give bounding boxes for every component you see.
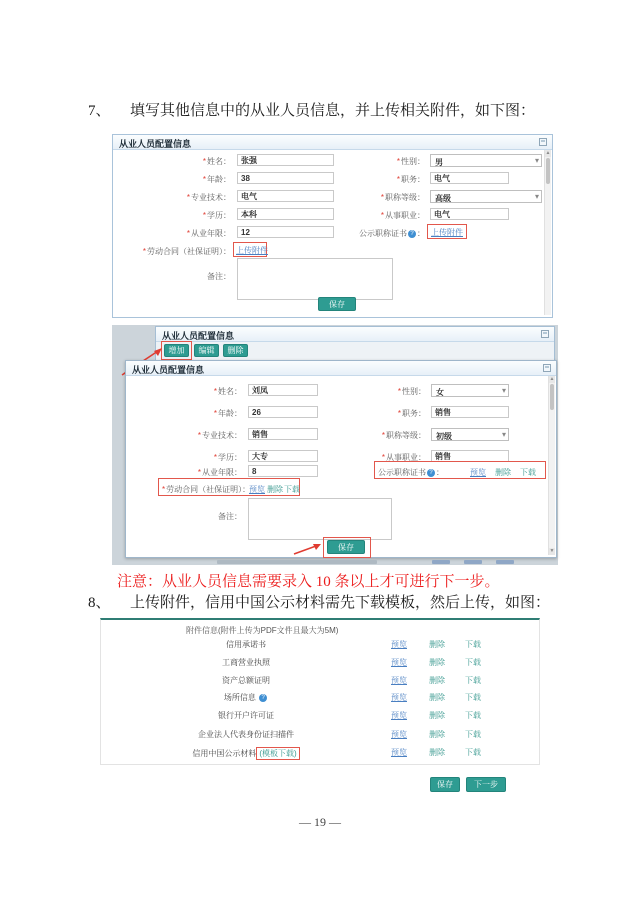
obscured-link [432, 560, 450, 564]
item8-text: 上传附件，信用中国公示材料需先下载模板，然后上传，如图： [130, 595, 551, 611]
attachment-label: 企业法人代表身份证扫描件 [198, 730, 294, 739]
download-link[interactable]: 下载 [465, 658, 481, 667]
obscured-table-row [217, 560, 377, 564]
panel-title: 从业人员配置信息 [162, 331, 235, 341]
scroll-thumb[interactable] [550, 384, 554, 410]
collapse-icon[interactable] [541, 330, 549, 338]
employee-modal [125, 360, 557, 558]
preview-link[interactable]: 预览 [391, 711, 407, 720]
download-link[interactable]: 下载 [465, 748, 481, 757]
title-level-label: *职称等级： [380, 193, 425, 202]
preview-link[interactable]: 预览 [391, 676, 407, 685]
delete-link[interactable]: 删除 [429, 748, 445, 757]
education-label: *学历： [213, 453, 242, 462]
remark-textarea[interactable] [237, 258, 393, 300]
contract-label: *劳动合同（社保证明）： [142, 247, 231, 256]
next-step-button[interactable]: 下一步 [466, 777, 506, 792]
name-label: *姓名： [202, 157, 231, 166]
download-link[interactable]: 下载 [465, 711, 481, 720]
remark-textarea[interactable] [248, 498, 392, 540]
duty-label: *职务： [396, 175, 425, 184]
employee-form-titlebar [113, 135, 552, 150]
download-link[interactable]: 下载 [465, 676, 481, 685]
save-button[interactable]: 保存 [430, 777, 460, 792]
preview-link[interactable]: 预览 [391, 693, 407, 702]
obscured-link [496, 560, 514, 564]
gender-label: *性别： [397, 387, 426, 396]
preview-link[interactable]: 预览 [391, 730, 407, 739]
gender-select[interactable]: 女 ▾ [431, 384, 509, 397]
contract-preview-link[interactable]: 预览 [249, 485, 265, 494]
save-button[interactable]: 保存 [327, 540, 365, 554]
duty-label: *职务： [397, 409, 426, 418]
scroll-thumb[interactable] [546, 158, 550, 184]
item7-number: 7、 [88, 103, 111, 119]
obscured-link [464, 560, 482, 564]
years-label: *从业年限： [197, 468, 242, 477]
download-link[interactable]: 下载 [465, 640, 481, 649]
preview-link[interactable]: 预览 [391, 748, 407, 757]
delete-link[interactable]: 删除 [429, 711, 445, 720]
chevron-down-icon: ▾ [534, 156, 539, 165]
edit-button[interactable]: 编辑 [194, 344, 219, 357]
save-button[interactable]: 保存 [318, 297, 356, 311]
attachments-panel [100, 618, 540, 765]
delete-button[interactable]: 删除 [223, 344, 248, 357]
cert-label: 公示职称证书 ? ： [359, 229, 425, 238]
tech-label: *专业技术： [186, 193, 231, 202]
preview-link[interactable]: 预览 [391, 658, 407, 667]
title-level-select[interactable]: 初级 ▾ [431, 428, 509, 441]
scroll-down-icon[interactable]: ▼ [549, 548, 555, 554]
remark-label: 备注： [207, 272, 231, 281]
attachment-label: 场所信息 ? [146, 692, 346, 703]
download-link[interactable]: 下载 [465, 693, 481, 702]
attachments-header: 附件信息(附件上传为PDF文件且最大为5M) [186, 626, 339, 635]
attachment-label: 银行开户许可证 [218, 711, 274, 720]
red-arrow-icon [292, 539, 324, 557]
cert-label: 公示职称证书 ? ： [378, 468, 444, 477]
chevron-down-icon: ▾ [501, 430, 506, 439]
duty-input[interactable] [430, 172, 509, 184]
modal-title: 从业人员配置信息 [132, 365, 205, 375]
preview-link[interactable]: 预览 [391, 640, 407, 649]
years-label: *从业年限： [186, 229, 231, 238]
download-link[interactable]: 下载 [465, 730, 481, 739]
help-icon[interactable]: ? [408, 230, 416, 238]
contract-upload-link[interactable]: 上传附件 [236, 246, 268, 255]
occupation-input[interactable] [430, 208, 509, 220]
employee-form-panel [112, 134, 553, 318]
attachment-label: 信用中国公示材料 (模板下载) [146, 747, 346, 760]
gender-label: *性别： [396, 157, 425, 166]
page-number: — 19 — [299, 815, 341, 829]
title-level-label: *职称等级： [381, 431, 426, 440]
panel-title: 从业人员配置信息 [119, 139, 192, 149]
delete-link[interactable]: 删除 [429, 658, 445, 667]
cert-download-link[interactable]: 下载 [520, 468, 536, 477]
modal-screenshot [112, 325, 558, 565]
collapse-icon[interactable] [539, 138, 547, 146]
delete-link[interactable]: 删除 [429, 730, 445, 739]
employee-list-titlebar [156, 327, 554, 342]
title-level-select[interactable]: 高级 ▾ [430, 190, 542, 203]
chevron-down-icon: ▾ [534, 192, 539, 201]
attachment-label: 资产总额证明 [222, 676, 270, 685]
duty-input[interactable] [431, 406, 509, 418]
remark-label: 备注： [218, 512, 242, 521]
cert-delete-link[interactable]: 删除 [495, 468, 511, 477]
age-label: *年龄： [213, 409, 242, 418]
vertical-scrollbar[interactable] [548, 376, 555, 555]
scroll-up-icon[interactable]: ▲ [549, 376, 555, 382]
chevron-down-icon: ▾ [501, 386, 506, 395]
education-label: *学历： [202, 211, 231, 220]
template-download-link[interactable]: (模板下载) [259, 749, 297, 758]
occupation-label: *从事职业： [381, 453, 426, 462]
contract-download-link[interactable]: 下载 [284, 485, 300, 494]
item8-number: 8、 [88, 595, 111, 611]
template-download-annotation [256, 747, 299, 760]
contract-label: *劳动合同（社保证明）： [162, 485, 251, 494]
age-label: *年龄： [202, 175, 231, 184]
cert-upload-link[interactable]: 上传附件 [431, 228, 463, 237]
cert-preview-link[interactable]: 预览 [470, 468, 486, 477]
help-icon[interactable]: ? [259, 694, 267, 702]
vertical-scrollbar[interactable] [544, 150, 551, 315]
gender-select[interactable]: 男 ▾ [430, 154, 542, 167]
years-input[interactable] [248, 465, 318, 477]
delete-link[interactable]: 删除 [429, 640, 445, 649]
name-label: *姓名： [213, 387, 242, 396]
attachment-label: 工商营业执照 [222, 658, 270, 667]
contract-delete-link[interactable]: 删除 [267, 485, 283, 494]
item7-text: 填写其他信息中的从业人员信息，并上传相关附件，如下图： [130, 103, 536, 119]
employee-modal-titlebar [126, 361, 556, 376]
delete-link[interactable]: 删除 [429, 676, 445, 685]
collapse-icon[interactable] [543, 364, 551, 372]
add-button[interactable]: 增加 [164, 344, 189, 357]
note-text: 注意：从业人员信息需要录入 10 条以上才可进行下一步。 [117, 574, 500, 590]
attachment-label: 信用承诺书 [226, 640, 266, 649]
help-icon[interactable]: ? [427, 469, 435, 477]
scroll-up-icon[interactable]: ▲ [545, 150, 551, 156]
tech-label: *专业技术： [197, 431, 242, 440]
delete-link[interactable]: 删除 [429, 693, 445, 702]
occupation-label: *从事职业： [380, 211, 425, 220]
